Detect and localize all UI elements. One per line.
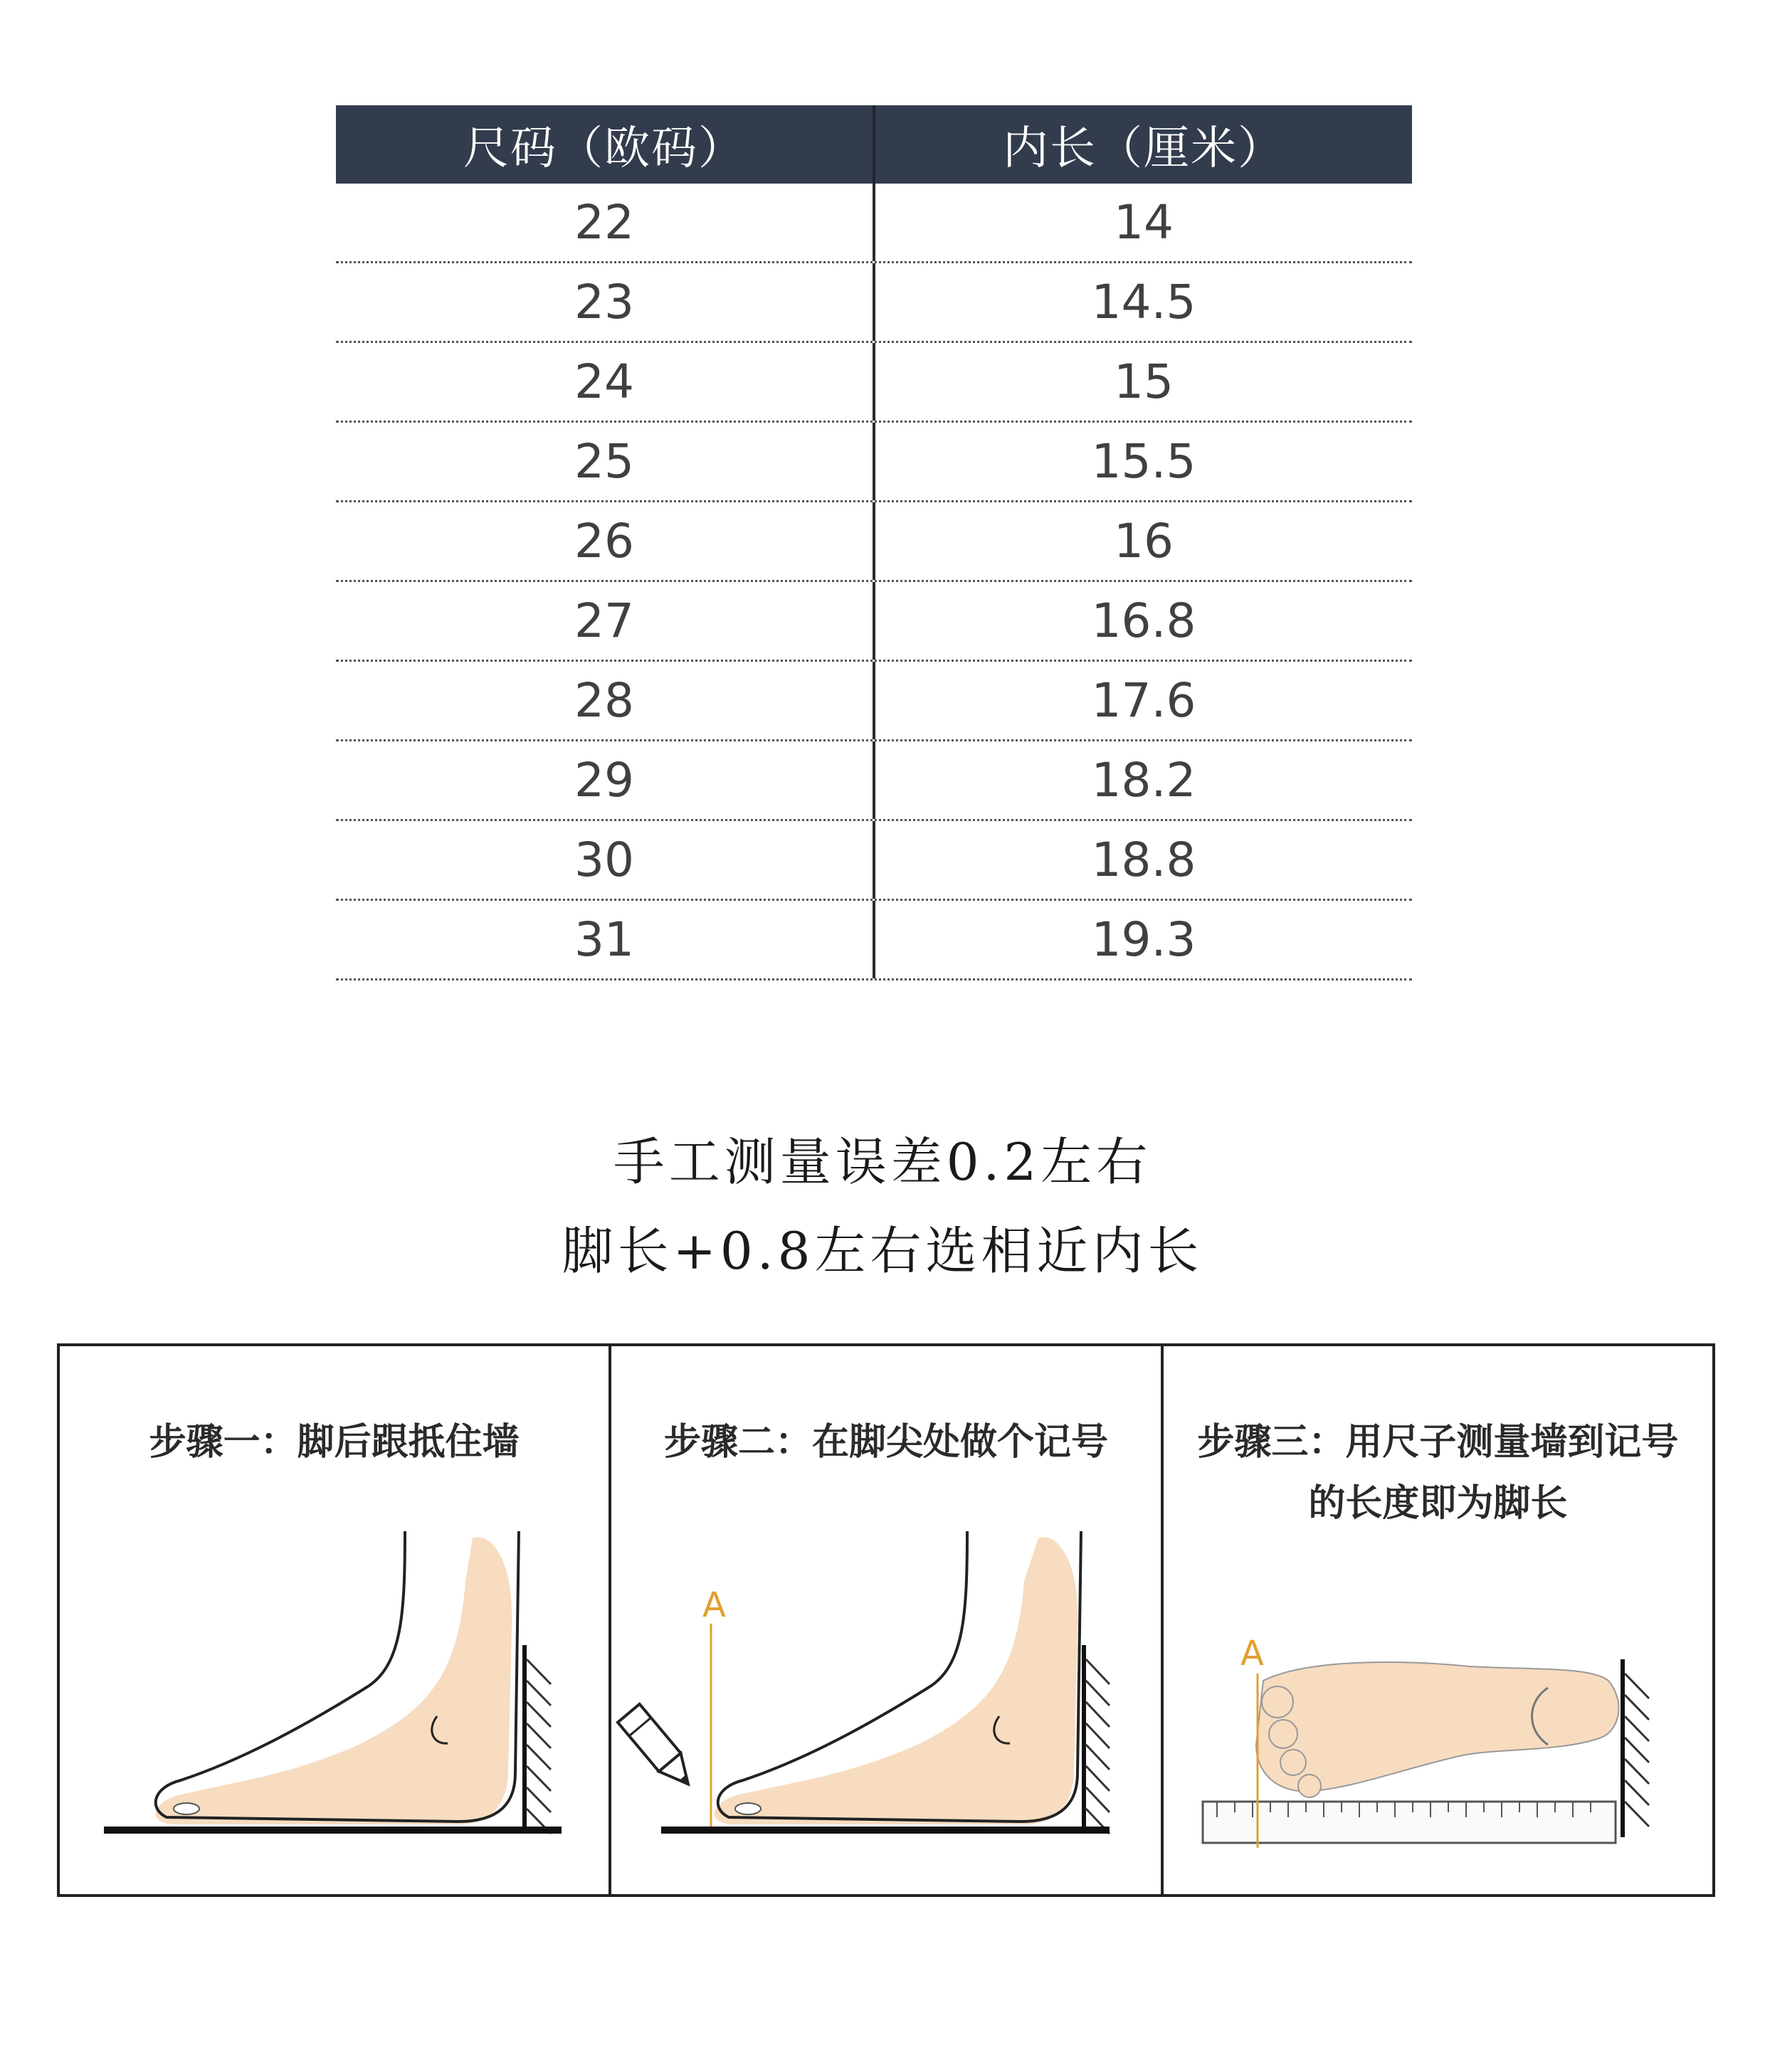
length-cell: 19.3	[873, 901, 1412, 978]
table-row	[336, 741, 1412, 821]
step-2-title: 步骤二：在脚尖处做个记号	[663, 1421, 1108, 1464]
length-cell: 15	[873, 343, 1412, 421]
measurement-steps	[57, 1343, 1715, 1897]
step-3-panel	[1161, 1346, 1712, 1894]
table-row	[336, 582, 1412, 662]
size-cell: 30	[574, 832, 634, 887]
size-cell: 25	[574, 434, 634, 489]
length-cell: 18.8	[873, 821, 1412, 899]
step-1-title: 步骤一：脚后跟抵住墙	[149, 1421, 520, 1464]
size-selection-note: 脚长+0.8左右选相近内长	[562, 1221, 1203, 1281]
size-cell: 24	[574, 354, 634, 409]
marker-a-label: A	[1240, 1634, 1264, 1674]
table-row	[336, 662, 1412, 741]
marker-a-label: A	[702, 1585, 727, 1625]
size-cell: 28	[574, 673, 634, 728]
length-cell: 16.8	[873, 582, 1412, 660]
table-row	[336, 423, 1412, 502]
pencil-icon	[618, 1704, 699, 1793]
step-2-panel	[608, 1346, 1160, 1894]
length-cell: 15.5	[873, 423, 1412, 500]
step-1-panel	[60, 1346, 608, 1894]
table-row	[336, 901, 1412, 980]
table-header	[336, 105, 1412, 184]
header-size-eu: 尺码（欧码）	[463, 122, 745, 175]
table-row	[336, 263, 1412, 343]
size-cell: 31	[574, 912, 634, 967]
measure-with-ruler-illustration	[1164, 1346, 1712, 1894]
step-3-title: 步骤三：用尺子测量墙到记号 的长度即为脚长	[1197, 1421, 1679, 1525]
size-cell: 27	[574, 593, 634, 648]
measurement-error-note: 手工测量误差0.2左右	[613, 1132, 1152, 1192]
table-row	[336, 502, 1412, 582]
table-row	[336, 343, 1412, 423]
table-row	[336, 184, 1412, 263]
length-cell: 14.5	[873, 263, 1412, 341]
mark-toe-illustration	[611, 1346, 1159, 1894]
length-cell: 17.6	[873, 662, 1412, 739]
size-cell: 22	[574, 195, 634, 250]
length-cell: 18.2	[873, 741, 1412, 819]
size-cell: 23	[574, 275, 634, 329]
length-cell: 16	[873, 502, 1412, 580]
length-cell: 14	[873, 184, 1412, 261]
header-inner-length: 内长（厘米）	[873, 105, 1412, 184]
size-cell: 26	[574, 514, 634, 569]
size-cell: 29	[574, 753, 634, 808]
foot-against-wall-illustration	[60, 1346, 608, 1894]
size-chart-table	[336, 105, 1412, 980]
table-row	[336, 821, 1412, 901]
